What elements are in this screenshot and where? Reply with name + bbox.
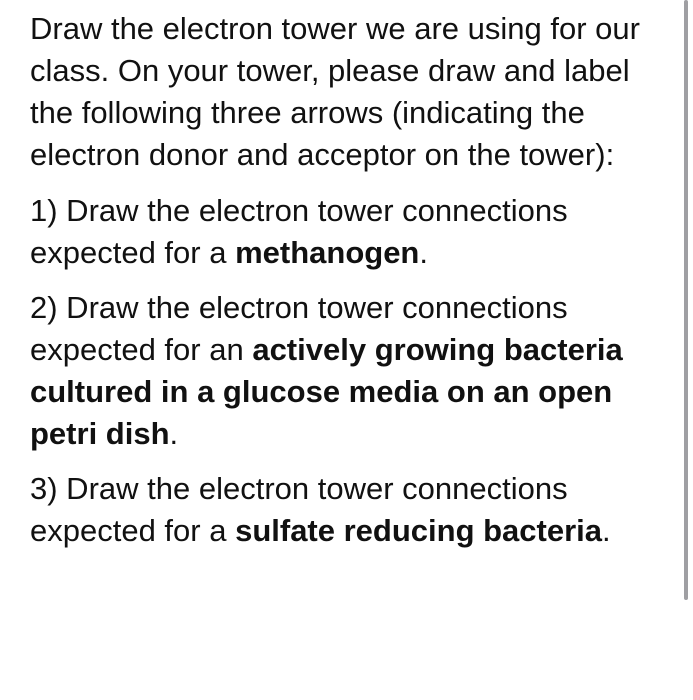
question-item-2-emphasis: actively growing bacteria cultured in a glucose media on an open petri dish xyxy=(30,332,623,451)
question-item-3 xyxy=(30,468,670,552)
question-item-2-text: 2) Draw the electron tower connections expected for an xyxy=(30,290,568,367)
vertical-scrollbar[interactable] xyxy=(684,0,688,600)
question-item-3-period: . xyxy=(602,513,611,548)
question-item-2 xyxy=(30,287,670,455)
question-item-1-emphasis: methanogen xyxy=(235,235,420,270)
question-item-3-emphasis: sulfate reducing bacteria xyxy=(235,513,603,548)
question-item-2-period: . xyxy=(169,416,179,451)
question-item-1 xyxy=(30,190,670,274)
question-item-1-text: 1) Draw the electron tower connections expected for a xyxy=(30,193,568,270)
question-text-block xyxy=(30,8,670,565)
question-item-3-text: 3) Draw the electron tower connections expected for a xyxy=(30,471,568,548)
intro-paragraph: Draw the electron tower we are using for our class. On your tower, please draw and label the following three arrows (indicating the electron donor and acceptor on the tower): xyxy=(30,11,640,172)
question-item-1-period: . xyxy=(419,235,428,270)
